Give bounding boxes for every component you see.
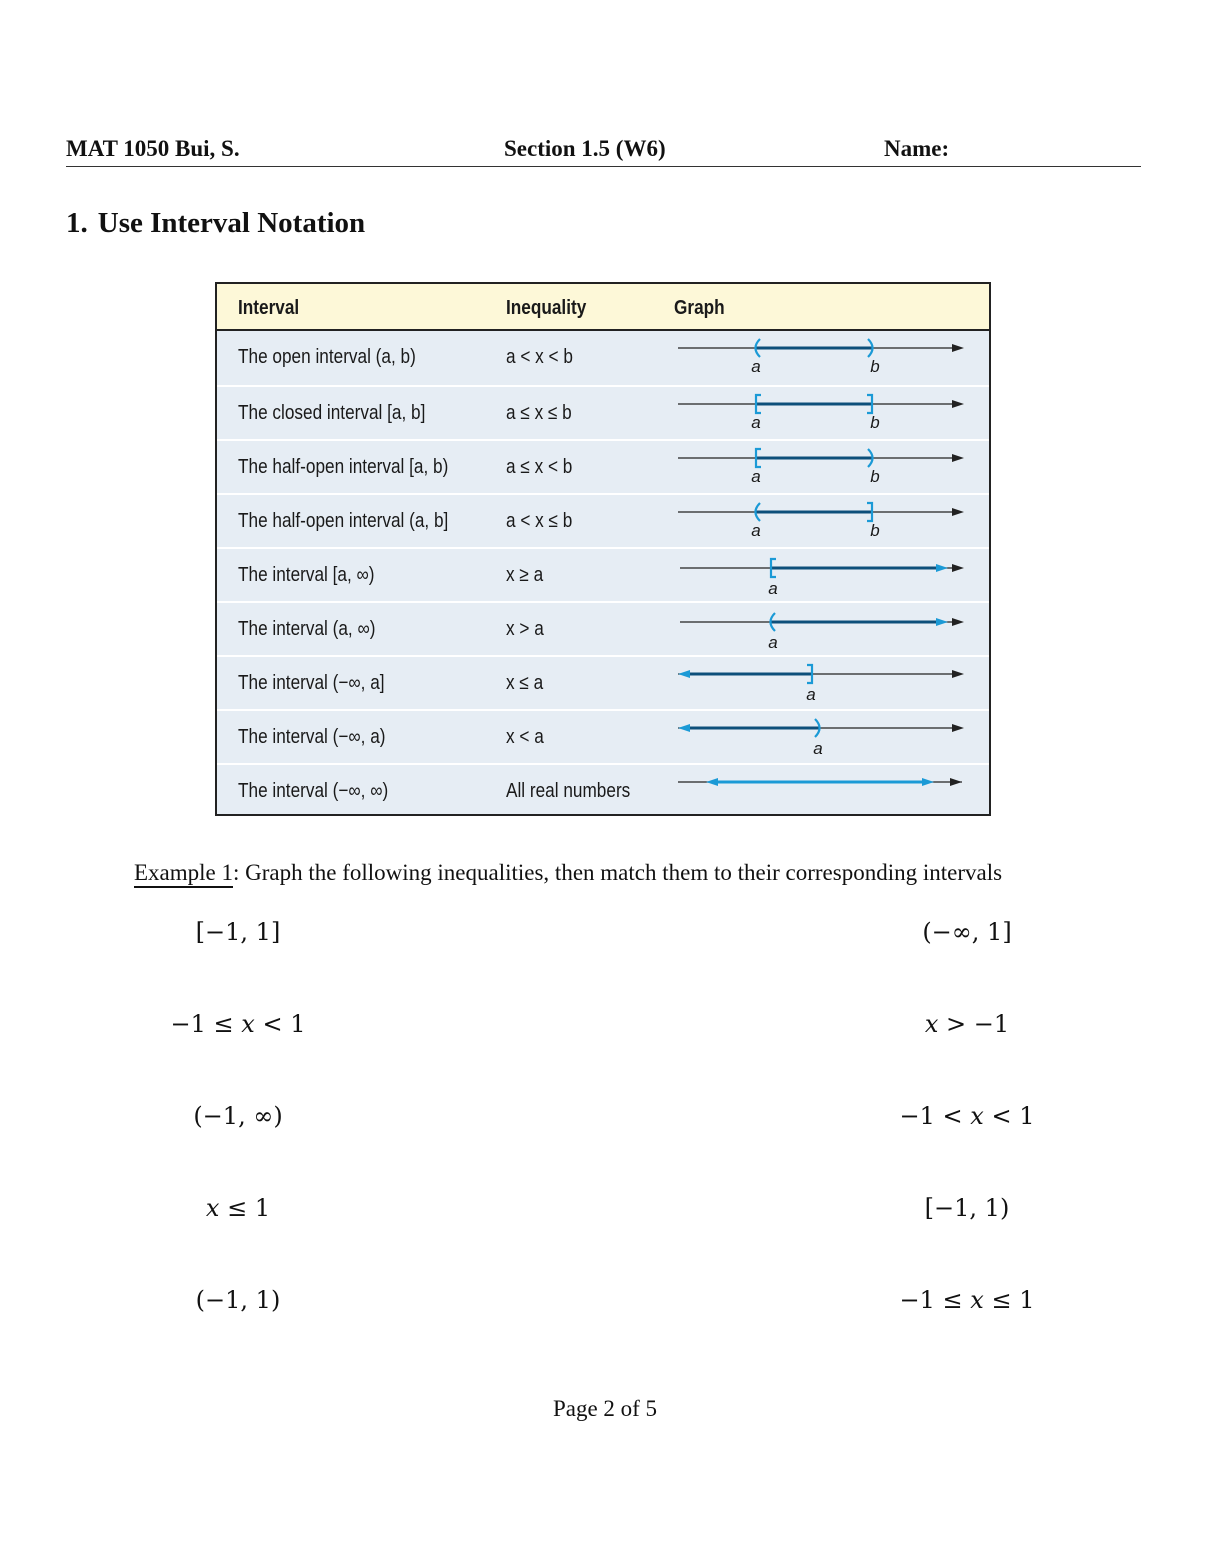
example-1 — [134, 860, 1002, 886]
inequality: x > a — [506, 618, 544, 640]
label-a: a — [813, 739, 823, 758]
match-left-item: (−1, 1) — [195, 1286, 281, 1314]
table-row — [217, 763, 989, 817]
table-row — [217, 655, 989, 709]
axis-arrow — [952, 564, 964, 572]
inequality: a < x ≤ b — [506, 510, 573, 532]
right-arrow — [922, 778, 934, 786]
section-title-text: Use Interval Notation — [97, 207, 366, 239]
header-section: Section 1.5 (W6) — [504, 136, 666, 161]
inequality: a < x < b — [506, 346, 573, 368]
interval-name: The interval [a, ∞) — [238, 564, 375, 586]
label-a: a — [751, 357, 761, 376]
left-arrow — [706, 778, 718, 786]
interval-name: The half-open interval [a, b) — [238, 456, 449, 478]
number-line-graph — [672, 331, 972, 383]
header-graph: Graph — [674, 297, 725, 319]
inequality: a ≤ x ≤ b — [506, 402, 572, 424]
number-line-graph — [672, 711, 972, 763]
inequality: x ≤ a — [506, 672, 544, 694]
section-title — [66, 207, 365, 240]
header-interval: Interval — [238, 297, 300, 319]
header-name-label: Name: — [884, 136, 950, 161]
label-a: a — [751, 467, 761, 486]
page-number: Page 2 of 5 — [552, 1396, 658, 1421]
table-row — [217, 601, 989, 655]
interval-name: The interval (−∞, a] — [238, 672, 385, 694]
match-left-item: (−1, ∞) — [193, 1102, 283, 1130]
match-right-item: x > −1 — [924, 1010, 1010, 1038]
match-left-item: x ≤ 1 — [205, 1194, 271, 1222]
axis-arrow — [952, 344, 964, 352]
header-rule — [66, 166, 1141, 167]
match-right-item: −1 < x < 1 — [899, 1102, 1035, 1130]
axis-arrow — [952, 618, 964, 626]
ray-arrow — [936, 618, 948, 626]
header-inequality: Inequality — [506, 297, 587, 319]
inequality: a ≤ x < b — [506, 456, 573, 478]
label-b: b — [870, 467, 880, 486]
number-line-graph — [672, 765, 972, 817]
number-line-graph — [672, 441, 972, 493]
table-row — [217, 493, 989, 547]
match-left-item: [−1, 1] — [195, 918, 281, 946]
label-b: b — [870, 357, 880, 376]
match-left-item: −1 ≤ x < 1 — [170, 1010, 306, 1038]
inequality: All real numbers — [506, 780, 631, 802]
inequality: x ≥ a — [506, 564, 544, 586]
section-number: 1. — [66, 207, 88, 239]
number-line-graph — [672, 495, 972, 547]
table-row — [217, 439, 989, 493]
axis-arrow — [952, 454, 964, 462]
number-line-graph — [672, 657, 972, 709]
table-row — [217, 385, 989, 439]
example-label: Example 1 — [134, 860, 233, 885]
table-row — [217, 547, 989, 601]
interval-name: The open interval (a, b) — [238, 346, 416, 368]
interval-name: The closed interval [a, b] — [238, 402, 426, 424]
label-a: a — [806, 685, 816, 704]
table-row — [217, 709, 989, 763]
match-right-item: [−1, 1) — [924, 1194, 1010, 1222]
label-a: a — [751, 413, 761, 432]
ray-arrow — [936, 564, 948, 572]
inequality: x < a — [506, 726, 544, 748]
example-text: : Graph the following inequalities, then match them to their corresponding intervals — [233, 860, 1003, 885]
label-b: b — [870, 521, 880, 540]
label-a: a — [768, 633, 778, 652]
label-a: a — [768, 579, 778, 598]
interval-name: The interval (a, ∞) — [238, 618, 376, 640]
interval-name: The half-open interval (a, b] — [238, 510, 449, 532]
axis-arrow — [952, 400, 964, 408]
interval-name: The interval (−∞, ∞) — [238, 780, 389, 802]
table-header — [217, 284, 989, 331]
header-course: MAT 1050 Bui, S. — [66, 136, 240, 161]
match-right-item: (−∞, 1] — [922, 918, 1012, 946]
ray-arrow — [678, 724, 690, 732]
ray-arrow — [678, 670, 690, 678]
match-right-item: −1 ≤ x ≤ 1 — [899, 1286, 1035, 1314]
axis-arrow — [952, 508, 964, 516]
interval-name: The interval (−∞, a) — [238, 726, 386, 748]
label-b: b — [870, 413, 880, 432]
label-a: a — [751, 521, 761, 540]
number-line-graph — [672, 603, 972, 655]
axis-arrow — [952, 724, 964, 732]
axis-arrow — [950, 778, 962, 786]
axis-arrow — [952, 670, 964, 678]
table-row — [217, 331, 989, 383]
number-line-graph — [672, 387, 972, 439]
number-line-graph — [672, 549, 972, 601]
interval-table — [215, 282, 991, 816]
